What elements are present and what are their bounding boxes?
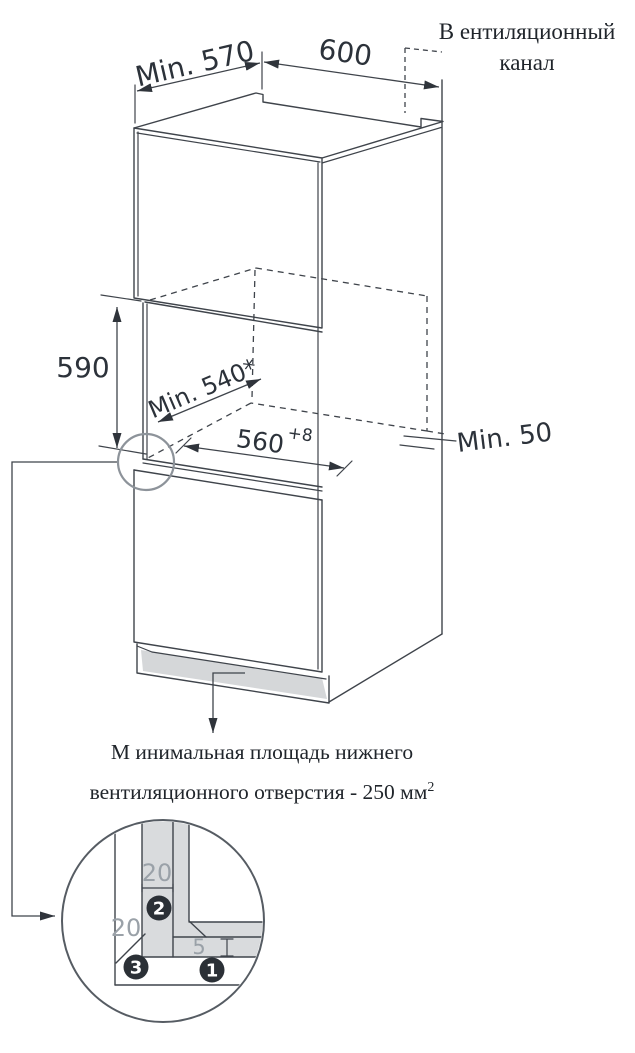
callout-2-number: 2 [152, 898, 166, 920]
dim-niche-height-label: 590 [56, 351, 110, 384]
vent-channel-label-line1: В ентиляционный [438, 19, 616, 44]
bottom-vent-note-superscript: 2 [427, 780, 435, 795]
dim-back-gap-label: Min. 50 [455, 417, 554, 459]
dim-depth-top-label: Min. 570 [132, 34, 258, 94]
detail-dim-gap-label: 20 [110, 914, 142, 942]
dim-niche-width-tolerance: +8 [286, 423, 314, 447]
detail-dim-front-label: 5 [192, 935, 206, 959]
bottom-vent-note-line1: М инимальная площадь нижнего [110, 740, 414, 764]
bottom-vent-note-line2 [62, 770, 462, 810]
callout-1-badge [200, 958, 225, 983]
bottom-vent-note [62, 735, 462, 810]
callout-1-number: 1 [205, 960, 219, 982]
callout-2-badge [147, 896, 172, 921]
dim-niche-depth-label: Min. 540* [144, 353, 262, 425]
vent-channel-label-line2: канал [499, 50, 555, 75]
dim-width-top-label: 600 [316, 32, 375, 73]
callout-3-number: 3 [129, 957, 143, 979]
detail-dim-spacer-label: 20 [141, 859, 173, 887]
callout-3-badge [124, 955, 149, 980]
bottom-vent-note-line2-text: вентиляционного отверстия - 250 мм [89, 780, 428, 805]
dim-niche-width-label: 560 [234, 423, 286, 460]
vent-channel-label [412, 16, 635, 78]
